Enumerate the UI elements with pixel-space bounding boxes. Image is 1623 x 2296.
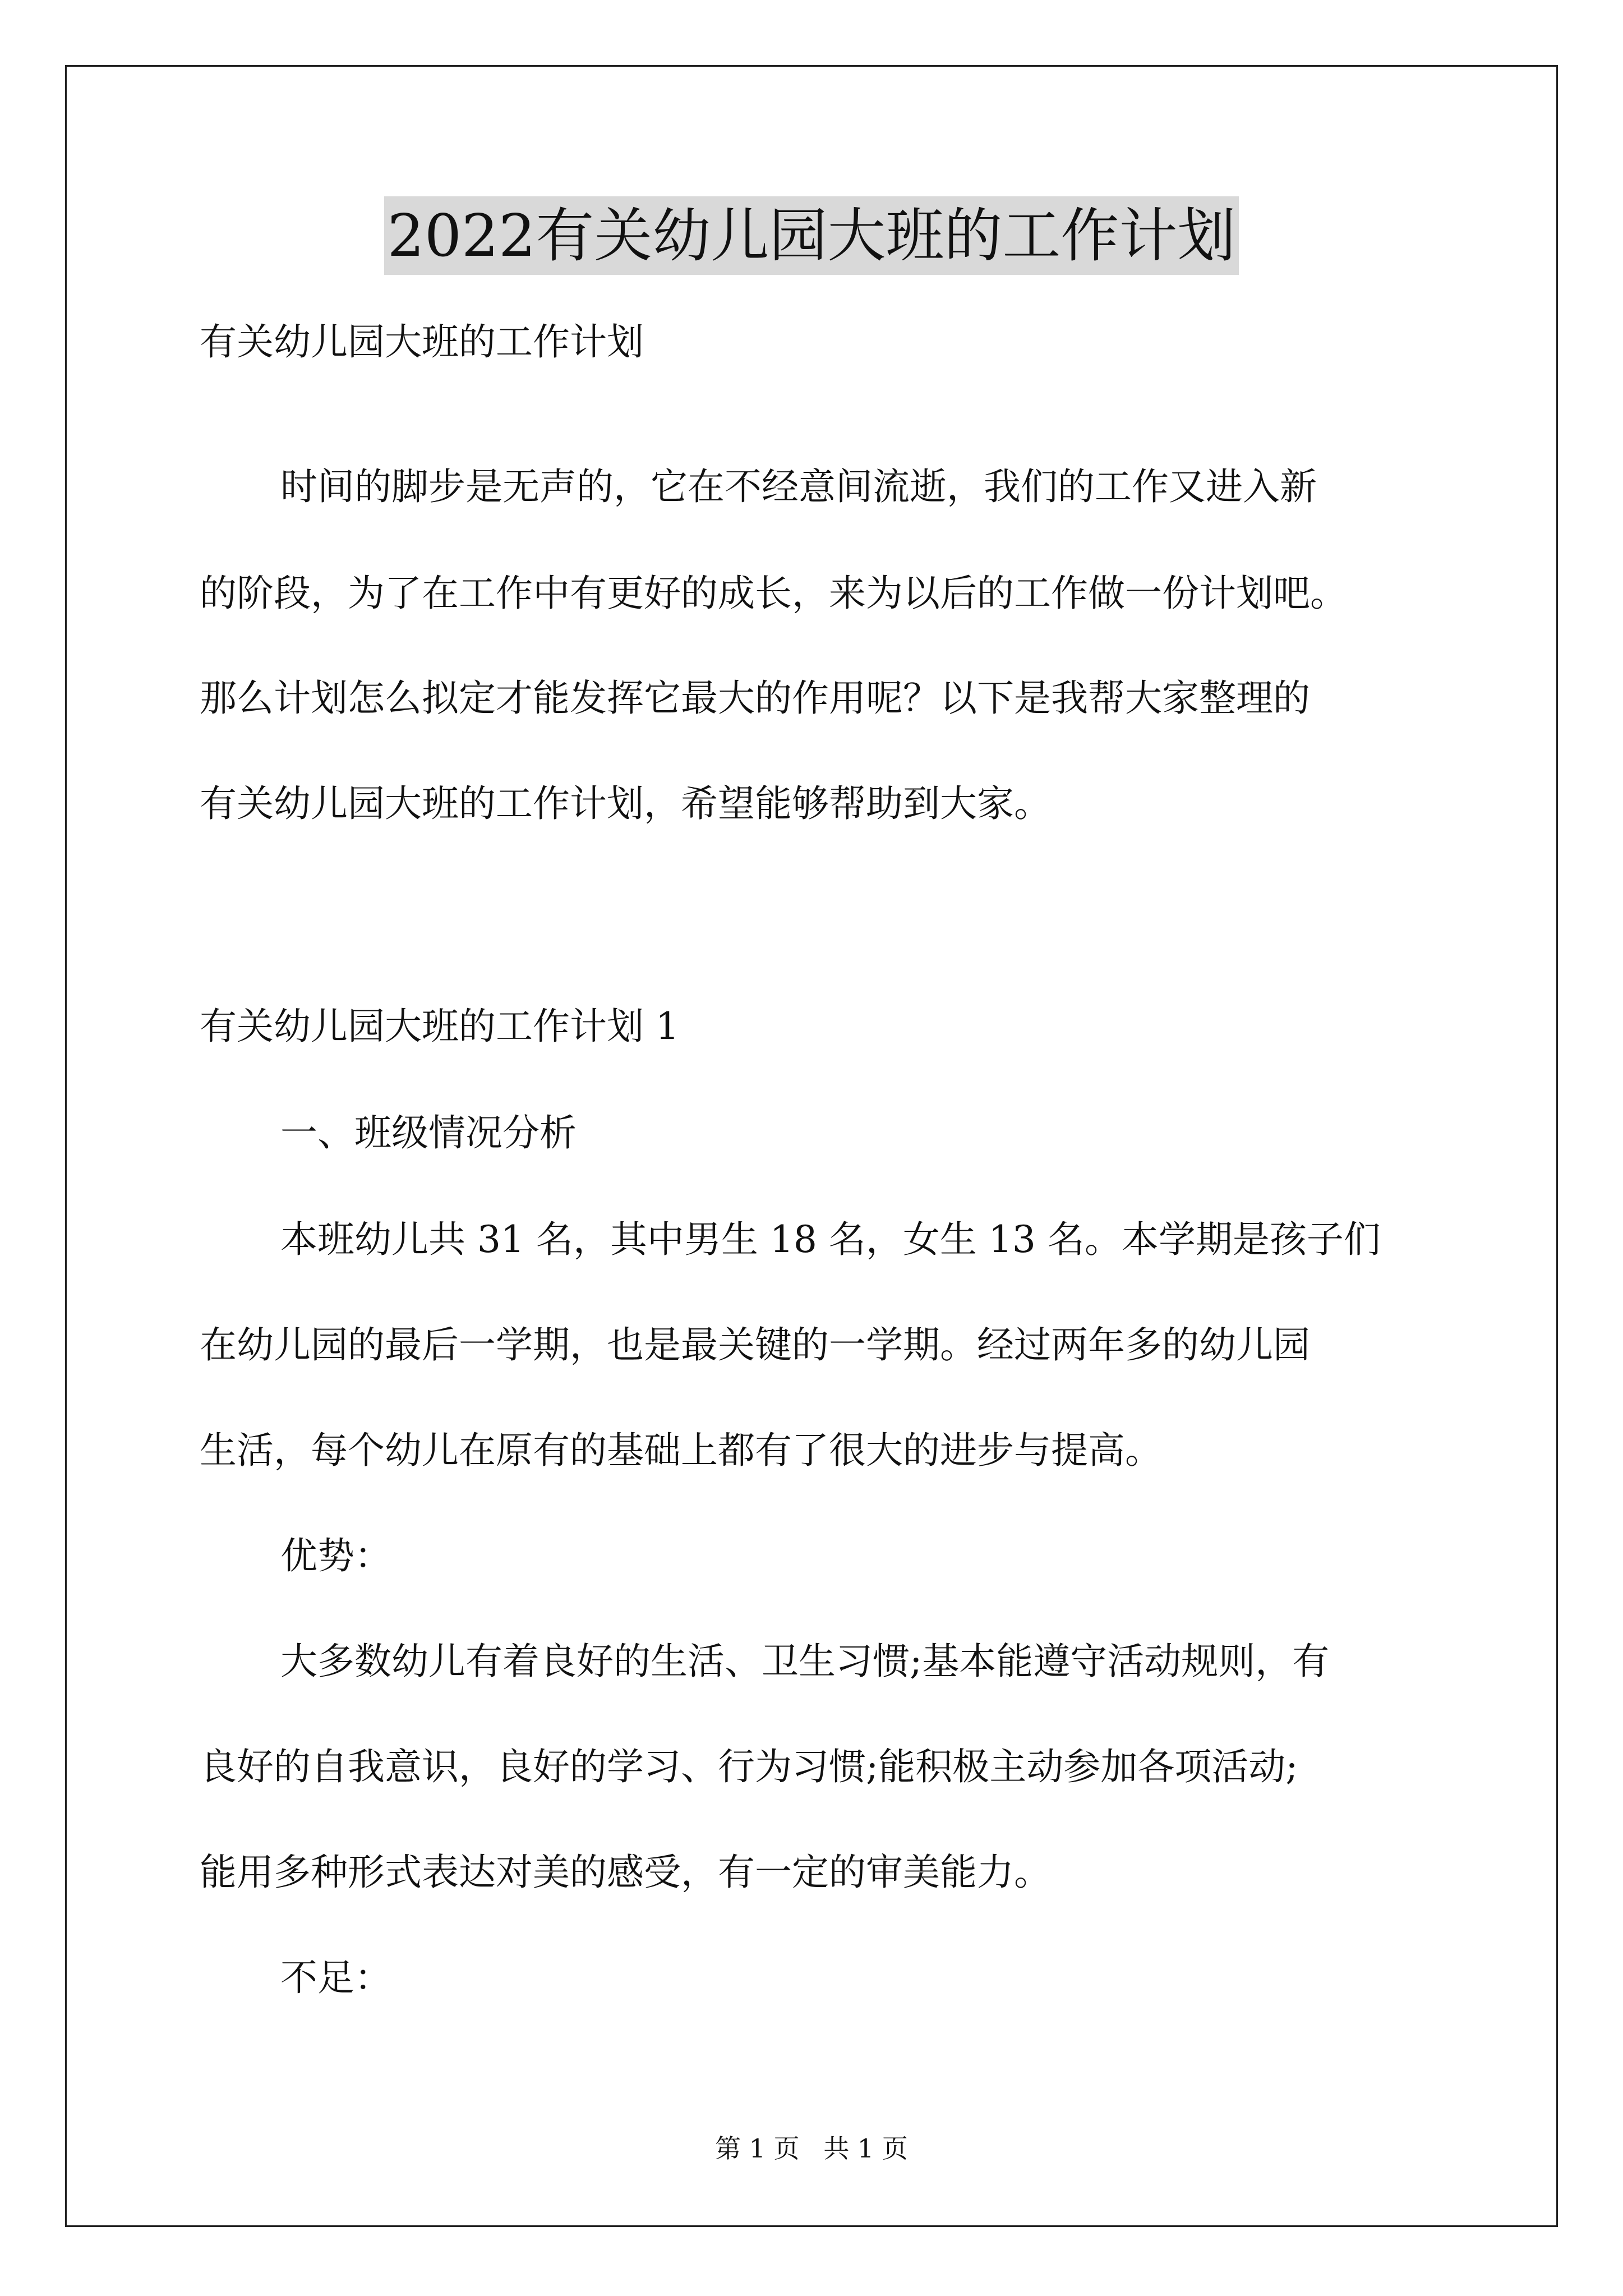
section-heading-1: 有关幼儿园大班的工作计划 1 bbox=[200, 1005, 679, 1048]
intro-line-1: 时间的脚步是无声的，它在不经意间流逝，我们的工作又进入新 bbox=[280, 465, 1317, 508]
class-analysis-line-3: 生活，每个幼儿在原有的基础上都有了很大的进步与提高。 bbox=[200, 1429, 1162, 1472]
strengths-line-2: 良好的自我意识，良好的学习、行为习惯;能积极主动参加各项活动; bbox=[200, 1745, 1298, 1788]
title-container bbox=[0, 196, 1623, 275]
document-title: 2022有关幼儿园大班的工作计划 bbox=[384, 196, 1239, 275]
page-total: 共 1 页 bbox=[823, 2133, 908, 2164]
intro-line-3: 那么计划怎么拟定才能发挥它最大的作用呢？以下是我帮大家整理的 bbox=[200, 677, 1310, 720]
class-analysis-line-1: 本班幼儿共 31 名，其中男生 18 名，女生 13 名。本学期是孩子们 bbox=[280, 1218, 1381, 1261]
weaknesses-heading: 不足： bbox=[280, 1956, 391, 1999]
intro-line-4: 有关幼儿园大班的工作计划，希望能够帮助到大家。 bbox=[200, 782, 1051, 825]
strengths-heading: 优势： bbox=[280, 1534, 391, 1577]
subtitle-line: 有关幼儿园大班的工作计划 bbox=[200, 320, 644, 364]
intro-line-2: 的阶段，为了在工作中有更好的成长，来为以后的工作做一份计划吧。 bbox=[200, 572, 1347, 615]
strengths-line-1: 大多数幼儿有着良好的生活、卫生习惯;基本能遵守活动规则，有 bbox=[280, 1640, 1330, 1683]
strengths-line-3: 能用多种形式表达对美的感受，有一定的审美能力。 bbox=[200, 1851, 1051, 1894]
page-footer bbox=[0, 2132, 1623, 2165]
page-number: 第 1 页 bbox=[715, 2133, 800, 2164]
class-analysis-line-2: 在幼儿园的最后一学期，也是最关键的一学期。经过两年多的幼儿园 bbox=[200, 1323, 1310, 1366]
subsection-heading: 一、班级情况分析 bbox=[280, 1111, 577, 1154]
